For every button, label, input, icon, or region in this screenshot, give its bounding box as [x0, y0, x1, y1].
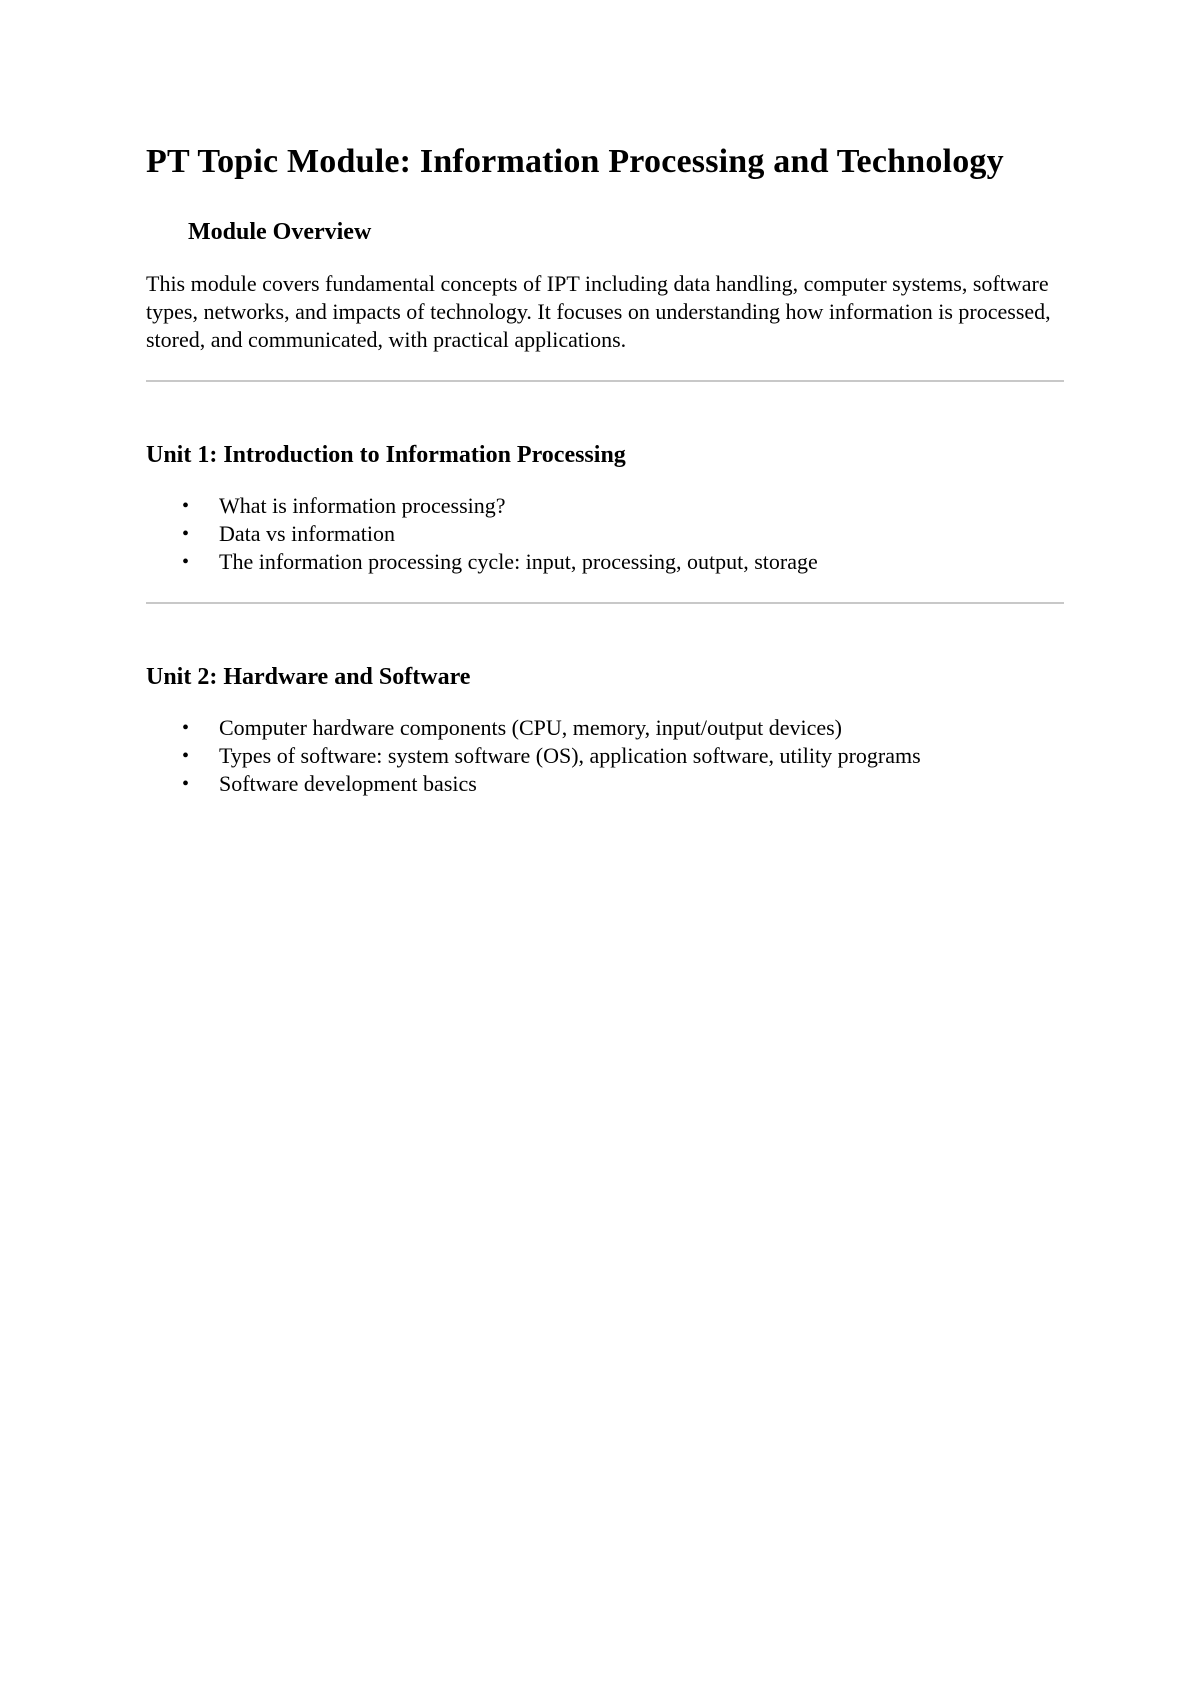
list-item	[146, 714, 1064, 742]
unit-2-section	[146, 662, 1064, 798]
list-item	[146, 520, 1064, 548]
unit-1-heading: Unit 1: Introduction to Information Processing	[146, 442, 626, 468]
document-page	[146, 140, 1064, 798]
bullet-icon: •	[182, 745, 190, 767]
list-item-text: The information processing cycle: input, processing, output, storage	[219, 549, 818, 574]
unit-1-section	[146, 440, 1064, 576]
list-item-text: Types of software: system software (OS), application software, utility programs	[219, 743, 921, 768]
list-item	[146, 492, 1064, 520]
list-item	[146, 548, 1064, 576]
unit-1-topic-list	[146, 492, 1064, 576]
document-title: PT Topic Module: Information Processing and Technology	[146, 143, 1004, 180]
bullet-icon: •	[182, 717, 190, 739]
bullet-icon: •	[182, 551, 190, 573]
section-divider	[146, 380, 1064, 382]
module-overview-heading: Module Overview	[188, 219, 372, 245]
unit-2-heading: Unit 2: Hardware and Software	[146, 664, 471, 690]
list-item-text: Computer hardware components (CPU, memory, input/output devices)	[219, 715, 843, 740]
unit-2-topic-list	[146, 714, 1064, 798]
bullet-icon: •	[182, 495, 190, 517]
bullet-icon: •	[182, 773, 190, 795]
section-divider	[146, 602, 1064, 604]
list-item-text: Software development basics	[219, 771, 477, 796]
list-item	[146, 770, 1064, 798]
list-item	[146, 742, 1064, 770]
list-item-text: Data vs information	[219, 521, 395, 546]
bullet-icon: •	[182, 523, 190, 545]
module-overview-text: This module covers fundamental concepts of IPT including data handling, computer systems, software types, networks, and impacts of technology. It focuses on understanding how information is processed, stored, and communicated, with practical applications.	[146, 271, 1051, 352]
list-item-text: What is information processing?	[219, 493, 506, 518]
